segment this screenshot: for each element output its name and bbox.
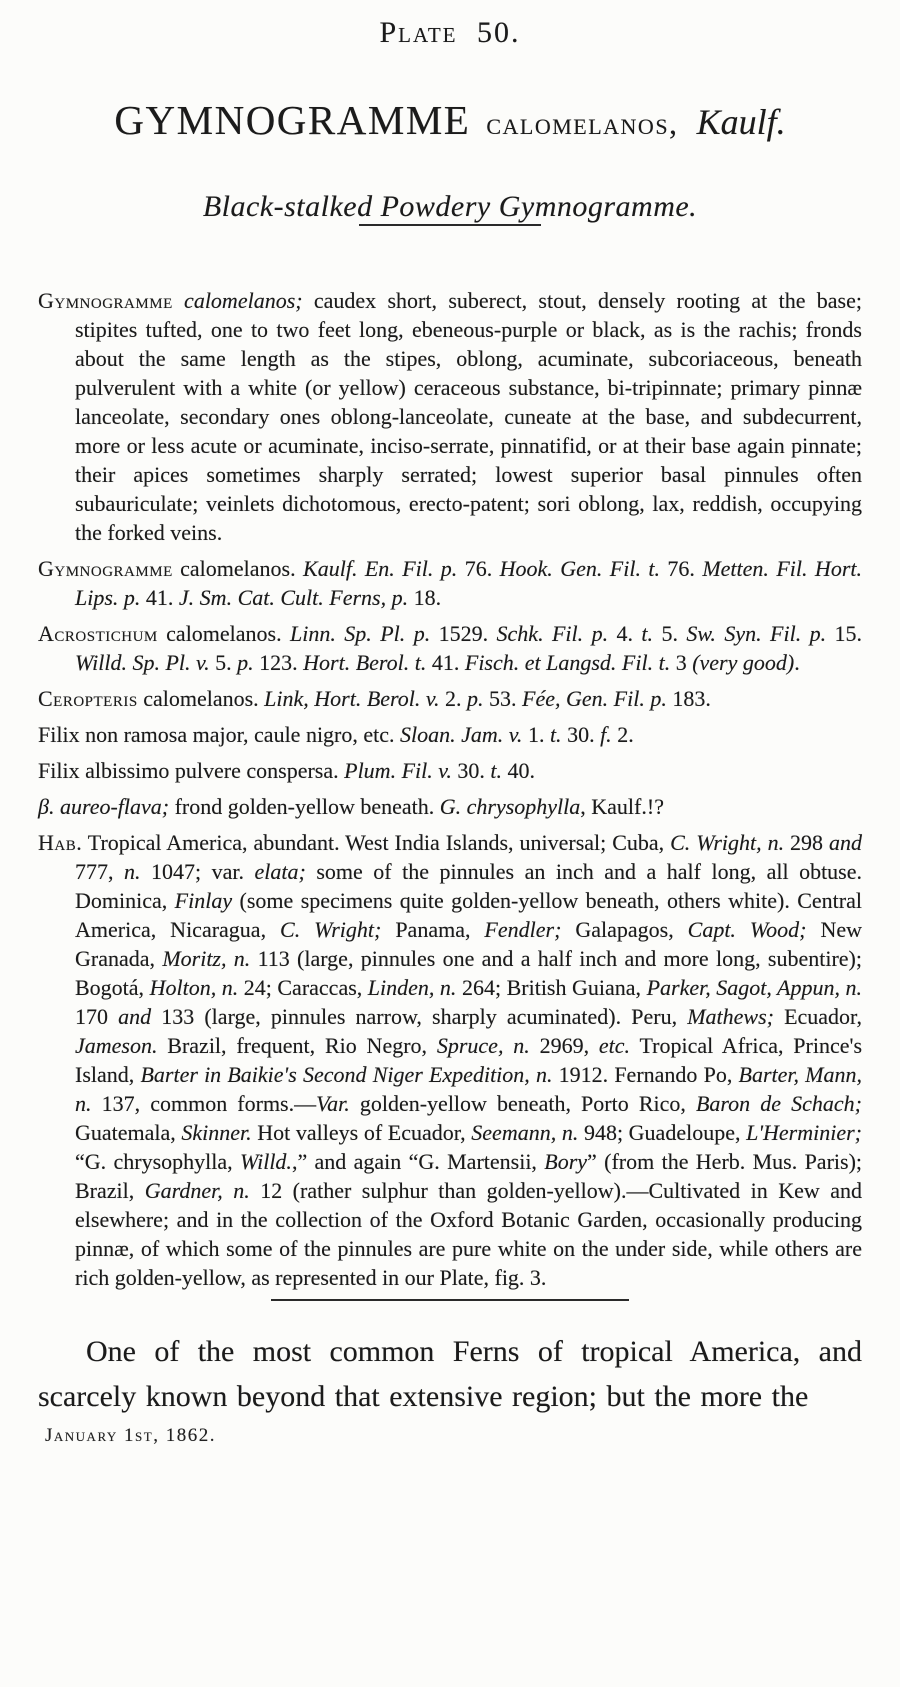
- species-title: [38, 97, 862, 143]
- imprint-date: January 1st, 1862.: [45, 1425, 216, 1446]
- entry-acrostichum-synonym: Acrostichum calomelanos. Linn. Sp. Pl. p. 1529. Schk. Fil. p. 4. t. 5. Sw. Syn. Fil. p. 15. Willd. Sp. Pl. v. 5. p. 123. Hort. Berol. t. 41. Fisch. et Langsd. Fil. t. 3 (very good).: [38, 621, 863, 675]
- author-abbreviation: Kaulf.: [696, 102, 786, 142]
- genus-name: GYMNOGRAMME: [114, 97, 471, 143]
- entry-species-description: Gymnogramme calomelanos; caudex short, suberect, stout, densely rooting at the base; stipites tufted, one to two feet long, ebeneous-purple or black, as is the rachis; fronds about the same length as the stipes, oblong, acuminate, subcoriaceous, beneath pulverulent with a white (or yellow) ceraceous substance, bi-tripinnate; primary pinnæ lanceolate, secondary ones oblong-lanceolate, cuneate at the base, and subdecurrent, more or less acute or acuminate, inciso-serrate, pinnatifid, or at their base again pinnate; their apices sometimes sharply serrated; lowest superior basal pinnules often subauriculate; veinlets dichotomous, erecto-patent; sori oblong, lax, reddish, occupying the forked veins.: [38, 288, 862, 545]
- species-epithet: calomelanos,: [486, 105, 679, 141]
- entry-variety-aureo-flava: β. aureo-flava; frond golden-yellow beneath. G. chrysophylla, Kaulf.!?: [38, 794, 664, 819]
- common-name-subtitle: Black-stalked Powdery Gymnogramme.: [202, 190, 698, 223]
- entry-habitat: Hab. Tropical America, abundant. West India Islands, universal; Cuba, C. Wright, n. 298 and 777, n. 1047; var. elata; some of the pinnules an inch and a half long, all obtuse. Dominica, Finlay (some specimens quite golden-yellow beneath, others white). Central America, Nicaragua, C. Wright; Panama, Fendler; Galapagos, Capt. Wood; New Granada, Moritz, n. 113 (large, pinnules one and a half inch and more long, subentire); Bogotá, Holton, n. 24; Caraccas, Linden, n. 264; British Guiana, Parker, Sagot, Appun, n. 170 and 133 (large, pinnules narrow, sharply acuminated). Peru, Mathews; Ecuador, Jameson. Brazil, frequent, Rio Negro, Spruce, n. 2969, etc. Tropical Africa, Prince's Island, Barter in Baikie's Second Niger Expedition, n. 1912. Fernando Po, Barter, Mann, n. 137, common forms.—Var. golden-yellow beneath, Porto Rico, Baron de Schach; Guatemala, Skinner. Hot valleys of Ecuador, Seemann, n. 948; Guadeloupe, L'Herminier; “G. chrysophylla, Willd.,” and again “G. Martensii, Bory” (from the Herb. Mus. Paris); Brazil, Gardner, n. 12 (rather sulphur than golden-yellow).—Cultivated in Kew and elsewhere; and in the collection of the Oxford Botanic Garden, occasionally producing pinnæ, of which some of the pinnules are pure white on the under side, while others are rich golden-yellow, as represented in our Plate, fig. 3.: [38, 830, 863, 1290]
- entry-ceropteris-synonym: Ceropteris calomelanos. Link, Hort. Berol. v. 2. p. 53. Fée, Gen. Fil. p. 183.: [38, 686, 711, 711]
- book-page: [0, 16, 900, 1447]
- entry-gymnogramme-citations: Gymnogramme calomelanos. Kaulf. En. Fil. p. 76. Hook. Gen. Fil. t. 76. Metten. Fil. Hort. Lips. p. 41. J. Sm. Cat. Cult. Ferns, p. 18.: [38, 556, 862, 610]
- plate-number-heading: Plate 50.: [379, 16, 521, 49]
- entry-filix-non-ramosa-synonym: Filix non ramosa major, caule nigro, etc. Sloan. Jam. v. 1. t. 30. f. 2.: [38, 722, 634, 747]
- divider-rule-top: [359, 224, 541, 226]
- closing-paragraph: One of the most common Ferns of tropical America, and scarcely known beyond that extensive region; but the more the: [38, 1335, 862, 1413]
- entry-filix-albissimo-synonym: Filix albissimo pulvere conspersa. Plum. Fil. v. 30. t. 40.: [38, 758, 535, 783]
- synonymy-section: [38, 286, 862, 1292]
- divider-rule-bottom: [271, 1299, 629, 1301]
